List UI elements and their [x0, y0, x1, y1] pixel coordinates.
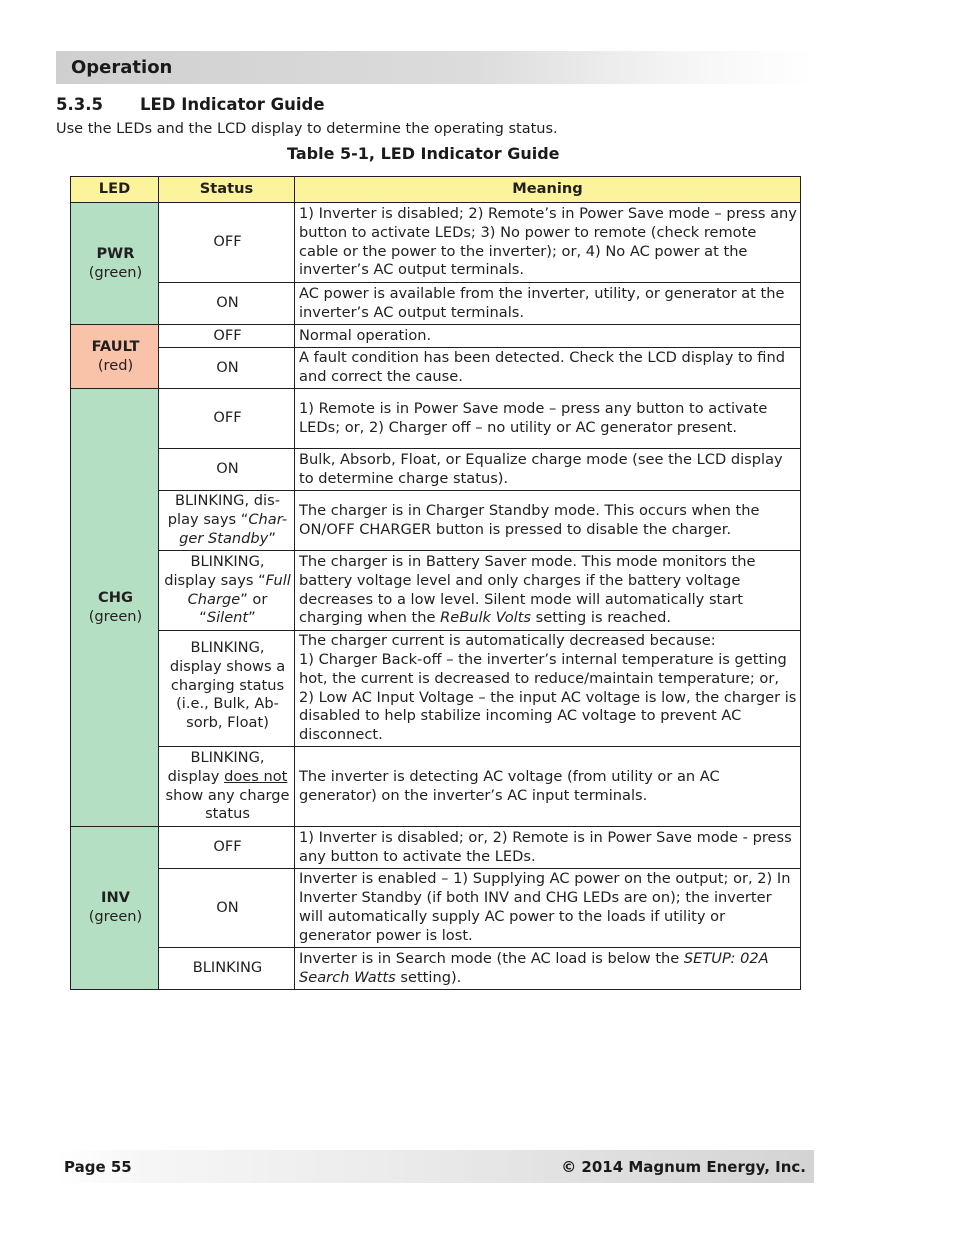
meaning-italic-text: ReBulk Volts	[440, 609, 532, 627]
led-cell-chg	[71, 389, 159, 827]
table-row	[71, 551, 801, 631]
table-header-row	[71, 177, 801, 203]
table-row	[71, 827, 801, 869]
section-header-bar	[56, 51, 816, 84]
table-row	[71, 631, 801, 747]
status-text: ”	[248, 609, 256, 627]
meaning-text: setting).	[395, 968, 462, 986]
table-row	[71, 491, 801, 551]
meaning-line: The charger current is automatically decreased because:	[299, 632, 716, 650]
status-cell: OFF	[159, 827, 295, 869]
meaning-cell: Normal operation.	[295, 325, 801, 348]
copyright-text: © 2014 Magnum Energy, Inc.	[561, 1158, 806, 1176]
led-name: INV	[101, 889, 130, 907]
led-name: PWR	[96, 244, 135, 262]
table-row	[71, 747, 801, 827]
meaning-cell: The charger is in Charger Standby mode. This occurs when the ON/OFF CHARGER button is pressed to disable the charger.	[295, 491, 801, 551]
page-number: Page 55	[64, 1158, 132, 1176]
meaning-line: 1) Charger Back-off – the inverter’s internal temperature is getting hot, the current is decreased to reduce/maintain temperature; or, 2) Low AC Input Voltage – the input AC voltage is low, the charger is disabled to help stabilize incoming AC voltage to prevent AC disconnect.	[299, 650, 797, 744]
status-text: BLINKING, display says “	[164, 552, 266, 589]
section-number: 5.3.5	[56, 95, 103, 114]
page-footer	[56, 1150, 814, 1183]
meaning-cell: Bulk, Absorb, Float, or Equalize charge mode (see the LCD display to determine charge status).	[295, 449, 801, 491]
meaning-cell: 1) Remote is in Power Save mode – press any button to activate LEDs; or, 2) Charger off – no utility or AC generator present.	[295, 389, 801, 449]
led-color-label: (green)	[88, 263, 143, 281]
status-cell: ON	[159, 449, 295, 491]
header-meaning: Meaning	[295, 177, 801, 203]
header-title: Operation	[71, 57, 173, 78]
meaning-cell: The inverter is detecting AC voltage (from utility or an AC generator) on the inverter’s AC input terminals.	[295, 747, 801, 827]
table-row	[71, 348, 801, 389]
status-cell: BLINKING	[159, 948, 295, 990]
table-row	[71, 283, 801, 325]
table-caption: Table 5-1, LED Indicator Guide	[287, 144, 560, 163]
table-row	[71, 948, 801, 990]
status-cell: ON	[159, 869, 295, 948]
led-name: CHG	[98, 588, 133, 606]
table-row	[71, 449, 801, 491]
status-italic-text: Full Charge	[187, 571, 291, 608]
table-row	[71, 325, 801, 348]
status-text: BLINKING, dis-play says “	[167, 492, 280, 529]
header-led: LED	[71, 177, 159, 203]
status-cell: ON	[159, 283, 295, 325]
led-cell-fault	[71, 325, 159, 389]
section-heading	[56, 95, 325, 114]
meaning-text: Inverter is in Search mode (the AC load is below the	[299, 949, 684, 967]
status-cell	[159, 551, 295, 631]
meaning-cell	[295, 948, 801, 990]
table-row	[71, 389, 801, 449]
status-cell: OFF	[159, 203, 295, 283]
meaning-text: The charger is in Battery Saver mode. This mode monitors the battery voltage level and only charges if the battery voltage decreases to a low level. Silent mode will automatically start charging when the	[299, 552, 756, 627]
status-text: BLINKING, display	[167, 748, 265, 785]
status-text: ” or “	[199, 590, 268, 627]
meaning-cell: AC power is available from the inverter, utility, or generator at the inverter’s AC output terminals.	[295, 283, 801, 325]
meaning-cell: A fault condition has been detected. Check the LCD display to find and correct the cause.	[295, 348, 801, 389]
intro-text: Use the LEDs and the LCD display to determine the operating status.	[56, 121, 558, 137]
table-row	[71, 869, 801, 948]
led-indicator-table	[70, 176, 801, 990]
meaning-text: setting is reached.	[531, 609, 671, 627]
header-status: Status	[159, 177, 295, 203]
table-row	[71, 203, 801, 283]
status-cell: OFF	[159, 325, 295, 348]
status-cell	[159, 747, 295, 827]
status-underlined-text: does not	[224, 767, 288, 785]
led-cell-inv	[71, 827, 159, 990]
status-cell: BLINKING, display shows a charging status (i.e., Bulk, Ab-sorb, Float)	[159, 631, 295, 747]
meaning-cell	[295, 631, 801, 747]
status-italic-text: Silent	[206, 609, 249, 627]
status-text: show any charge status	[165, 786, 290, 823]
led-color-label: (green)	[88, 908, 143, 925]
meaning-cell	[295, 551, 801, 631]
section-title: LED Indicator Guide	[140, 95, 325, 114]
meaning-italic-text: SETUP: 02A Search Watts	[299, 949, 769, 986]
status-cell: ON	[159, 348, 295, 389]
status-cell	[159, 491, 295, 551]
meaning-cell: 1) Inverter is disabled; or, 2) Remote is in Power Save mode - press any button to activate the LEDs.	[295, 827, 801, 869]
status-text: ”	[268, 529, 276, 547]
meaning-cell: Inverter is enabled – 1) Supplying AC power on the output; or, 2) In Inverter Standby (if both INV and CHG LEDs are on); the inverter will automatically supply AC power to the loads if utility or generator power is lost.	[295, 869, 801, 948]
led-color-label: (green)	[88, 607, 143, 625]
meaning-cell: 1) Inverter is disabled; 2) Remote’s in Power Save mode – press any button to activate LEDs; 3) No power to remote (check remote cable or the power to the inverter); or, 4) No AC power at the inverter’s AC output terminals.	[295, 203, 801, 283]
status-cell: OFF	[159, 389, 295, 449]
led-color-label: (red)	[97, 356, 134, 374]
led-cell-pwr	[71, 203, 159, 325]
led-name: FAULT	[91, 337, 140, 355]
status-italic-text: Char-ger Standby	[179, 511, 288, 547]
